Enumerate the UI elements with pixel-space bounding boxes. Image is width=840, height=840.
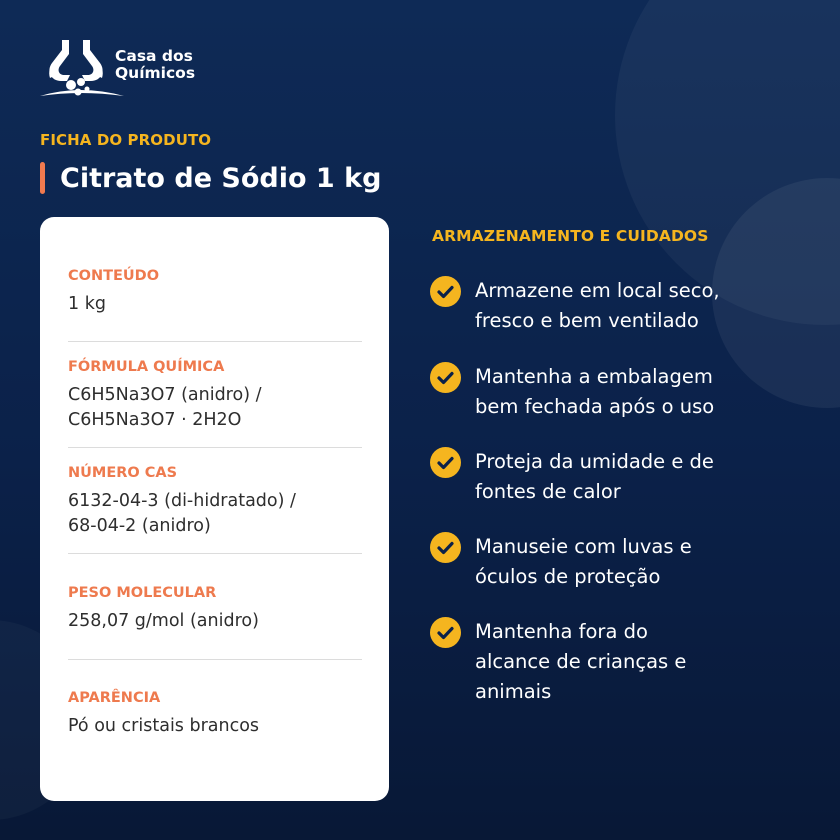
divider xyxy=(68,447,362,448)
storage-tip-line: animais xyxy=(475,680,552,703)
field-peso-molecular xyxy=(68,584,363,634)
field-numero-cas xyxy=(68,464,363,539)
brand-name-line1: Casa dos xyxy=(115,47,193,65)
field-value xyxy=(68,714,363,739)
field-conteudo xyxy=(68,267,363,317)
title-accent-bar xyxy=(40,162,45,194)
check-circle-icon xyxy=(430,617,461,648)
field-formula-quimica xyxy=(68,358,363,433)
field-value-line: 6132-04-3 (di-hidratado) / xyxy=(68,491,296,511)
field-label: CONTEÚDO xyxy=(68,268,160,284)
field-value xyxy=(68,383,363,433)
storage-tip-line: alcance de crianças e xyxy=(475,650,687,673)
check-circle-icon xyxy=(430,447,461,478)
storage-tip-line: Mantenha fora do xyxy=(475,620,648,643)
storage-tip-line: fontes de calor xyxy=(475,480,621,503)
field-aparencia xyxy=(68,689,363,739)
storage-tip-text xyxy=(475,447,765,507)
field-value xyxy=(68,609,363,634)
storage-tip-line: bem fechada após o uso xyxy=(475,395,715,418)
storage-tip-line: Proteja da umidade e de xyxy=(475,450,714,473)
storage-tip-line: óculos de proteção xyxy=(475,565,661,588)
field-label: APARÊNCIA xyxy=(68,690,161,706)
storage-tip-line: fresco e bem ventilado xyxy=(475,309,699,332)
divider xyxy=(68,553,362,554)
storage-tip-text xyxy=(475,276,765,336)
page-title: Citrato de Sódio 1 kg xyxy=(60,162,382,194)
field-label: FÓRMULA QUÍMICA xyxy=(68,359,225,375)
field-value-line: 1 kg xyxy=(68,294,106,314)
storage-tip-line: Mantenha a embalagem xyxy=(475,365,713,388)
divider xyxy=(68,659,362,660)
check-circle-icon xyxy=(430,532,461,563)
field-value-line: Pó ou cristais brancos xyxy=(68,716,260,736)
title-row xyxy=(40,158,381,198)
field-value-line: 258,07 g/mol (anidro) xyxy=(68,611,259,631)
field-label: PESO MOLECULAR xyxy=(68,585,217,601)
product-info-card xyxy=(40,217,389,801)
storage-section-title: ARMAZENAMENTO E CUIDADOS xyxy=(432,227,709,245)
check-circle-icon xyxy=(430,362,461,393)
brand-logo xyxy=(40,38,240,100)
storage-tip-text xyxy=(475,362,765,422)
brand-name-line2: Químicos xyxy=(115,64,196,82)
field-value-line: C6H5Na3O7 · 2H2O xyxy=(68,410,242,430)
check-circle-icon xyxy=(430,276,461,307)
storage-tip-text xyxy=(475,532,765,592)
field-value-line: 68-04-2 (anidro) xyxy=(68,516,211,536)
storage-tip-line: Armazene em local seco, xyxy=(475,279,720,302)
divider xyxy=(68,341,362,342)
field-value xyxy=(68,292,363,317)
field-value-line: C6H5Na3O7 (anidro) / xyxy=(68,385,262,405)
storage-tip-line: Manuseie com luvas e xyxy=(475,535,692,558)
field-value xyxy=(68,489,363,539)
section-eyebrow: FICHA DO PRODUTO xyxy=(40,131,212,149)
field-label: NÚMERO CAS xyxy=(68,465,178,481)
storage-tip-text xyxy=(475,617,765,707)
brand-name xyxy=(115,48,235,82)
